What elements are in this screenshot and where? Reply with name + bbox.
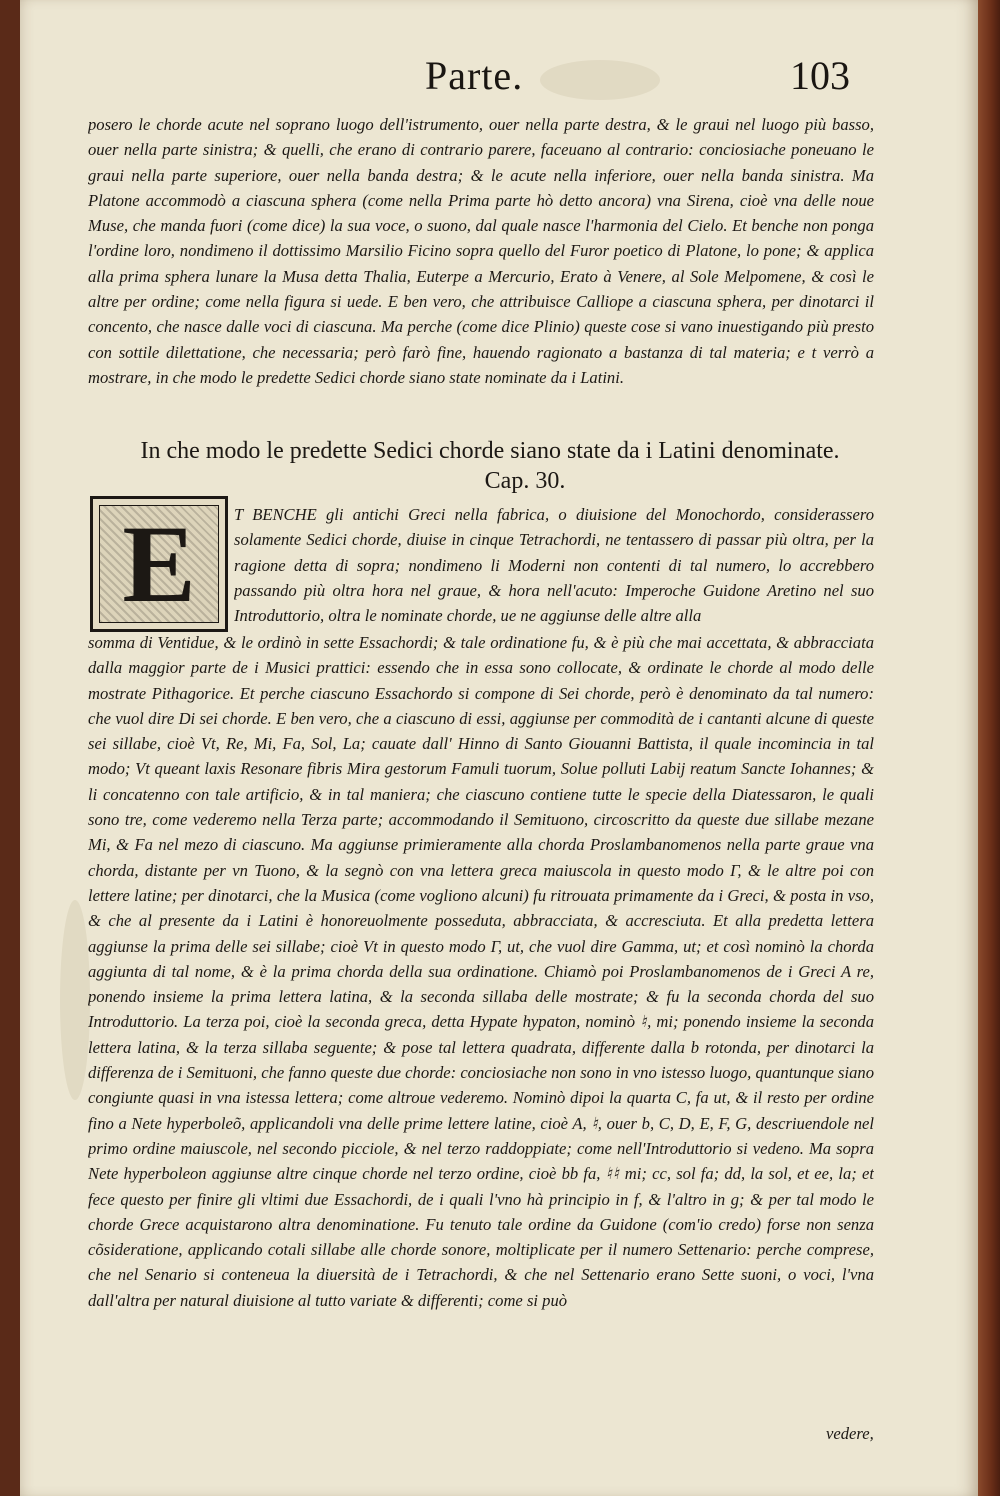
chapter-number: Cap. 30. [484,468,566,494]
decorated-initial [90,496,228,632]
chapter-heading [120,436,860,496]
drop-cap-letter: E [122,503,196,625]
paper-stain [60,900,90,1100]
page-number: 103 [790,53,850,98]
book-page [20,0,980,1496]
running-head: Parte. [425,53,524,98]
catchword: vedere, [826,1424,874,1443]
intro-paragraph: posero le chorde acute nel soprano luogo dell'istrumento, ouer nella parte destra, & le graui nel luogo più basso, ouer nella parte sinistra; & quelli, che erano di contrario parere, faceuano al contrario: conciosiache poneuano le graui nella parte superiore, ouer nella banda destra; & le acute nella inferiore, ouer nella banda sinistra. Ma Platone accommodò a ciascuna sphera (come nella Prima parte hò detto ancora) vna Sirena, cioè vna delle noue Muse, che manda fuori (come dice) la sua voce, o suono, dal quale nasce l'harmonia del Cielo. Et benche non ponga l'ordine loro, nondimeno il dottissimo Marsilio Ficino sopra quello del Furor poetico di Platone, lo pone; & applica alla prima sphera lunare la Musa detta Thalia, Euterpe a Mercurio, Erato à Venere, al Sole Melpomene, & così le altre per ordine; come nella figura si uede. E ben vero, che attribuisce Calliope a ciascuna sphera, per dinotarci il concento, che nasce dalle voci di ciascuna. Ma perche (come dice Plinio) queste cose si vano inuestigando più presto con sottile dilettatione, che necessaria; però farò fine, hauendo ragionato a bastanza di tal materia; e t verrò a mostrare, in che modo le predette Sedici chorde siano state nominate da i Latini. [88,115,874,387]
page-header [20,52,980,112]
chapter-body-text: somma di Ventidue, & le ordinò in sette Essachordi; & tale ordinatione fu, & è più che mai accettata, & abbracciata dalla maggior parte de i Musici prattici: essendo che in essa sono collocate, & ordinate le chorde al modo delle mostrate Pithagorice. Et perche ciascuno Essachordo si compone di Sei chorde, però è denominato da tal numero: che vuol dire Di sei chorde. E ben vero, che a ciascuno di essi, aggiunse per commodità de i cantanti alcune di queste sei sillabe, cioè Vt, Re, Mi, Fa, Sol, La; cauate dall' Hinno di Santo Giouanni Battista, il quale incomincia in tal modo; Vt queant laxis Resonare fibris Mira gestorum Famuli tuorum, Solue polluti Labij reatum Sancte Iohannes; & li concatenno con tale artificio, & in tal maniera; che ciascuno contiene tutte le specie della Diatessaron, le quali sono tre, come vederemo nella Terza parte; accommodando il Semituono, circoscritto da queste due sillabe mezane Mi, & Fa nel mezo di ciascuno. Ma aggiunse primieramente alla chorda Proslambanomenos nella parte graue vna chorda, distante per vn Tuono, & la segnò con vna lettera greca maiuscola in questo modo Γ, & le altre poi con lettere latine; per dinotarci, che la Musica (come vogliono alcuni) fu ritrouata primamente da i Greci, & posta in vso, & che al presente da i Latini è honoreuolmente posseduta, abbracciata, & accresciuta. Et alla predetta lettera aggiunse la prima delle sei sillabe; cioè Vt in questo modo Γ, ut, che vuol dire Gamma, ut; et così nominò la chorda aggiunta di tal nome, & è la prima chorda della sua ordinatione. Chiamò poi Proslambanomenos de i Greci A re, ponendo insieme la prima lettera latina, & la seconda sillaba delle mostrate; & fu la seconda chorda del suo Introduttorio. La terza poi, cioè la seconda greca, detta Hypate hypaton, nominò ♮, mi; ponendo insieme la seconda lettera latina, & la terza sillaba seguente; & pose tal lettera quadrata, differente dalla b rotonda, per dinotarci la differenza de i Semituoni, che fanno queste due chorde: conciosiache non sono in vno istesso luogo, quantunque siano congiunte quasi in vna istessa lettera; come altroue vederemo. Nominò dipoi la quarta C, fa ut, & il resto per ordine fino a Nete hyperboleõ, applicandoli vna delle prime lettere latine, cioè A, ♮, ouer b, C, D, E, F, G, descriuendole nel primo ordine maiuscole, nel secondo picciole, & nel terzo raddoppiate; come nell'Introduttorio si vedeno. Ma sopra Nete hyperboleon aggiunse altre cinque chorde nel terzo ordine, cioè bb fa, ♮♮ mi; cc, sol fa; dd, la sol, et ee, la; et fece questo per finire gli vltimi due Essachordi, de i quali l'vno hà principio in f, & l'altro in g; & per tal modo le chorde Grece acquistarono altra denominatione. Fu tenuto tale ordine da Guidone (com'io credo) forse non senza cõsideratione, applicando cotali sillabe alle chorde sonore, moltiplicate per il numero Settenario: perche comprese, che nel Senario si conteneua la diuersità de i Tetrachordi, & che nel Settenario erano Sette suoni, o voci, l'vna dall'altra per natural diuisione al tutto variate & differenti; come si può [88,633,874,1310]
book-edge [978,0,1000,1496]
chapter-opening-text: T BENCHE gli antichi Greci nella fabrica, o diuisione del Monochordo, considerassero solamente Sedici chorde, diuise in cinque Tetrachordi, ne tentassero di passar più oltra, per la ragione detta di sopra; nondimeno li Moderni non contenti di tal numero, lo accrebbero passando più oltra hora nel graue, & hora nell'acuto: Imperoche Guidone Aretino nel suo Introduttorio, oltra le nominate chorde, ue ne aggiunse delle altre alla [234,505,874,626]
chapter-title: In che modo le predette Sedici chorde siano state da i Latini denominate. [140,438,840,464]
